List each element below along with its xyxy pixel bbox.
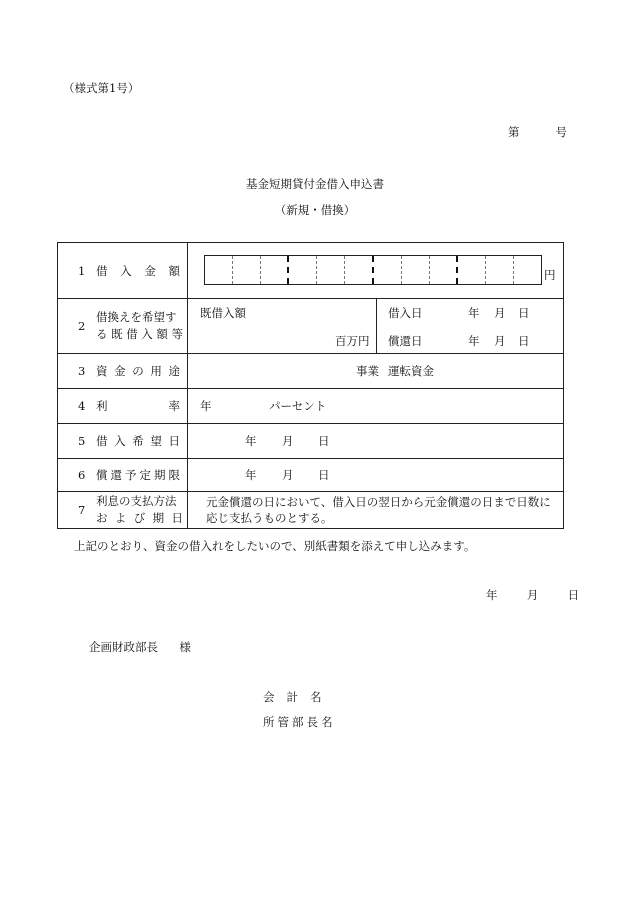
label-line-1: 借換えを希望す	[96, 309, 177, 324]
label-char: 既	[111, 326, 123, 341]
deadline-day: 日	[318, 468, 330, 482]
label-line-2	[96, 326, 183, 343]
row-label-cell	[58, 423, 188, 458]
label-char: 借	[96, 433, 108, 448]
row-interest-payment	[58, 491, 563, 529]
repay-date-year: 年	[468, 334, 480, 348]
repay-date-day: 日	[518, 334, 530, 348]
label-char: 金	[114, 363, 126, 378]
label-char: 額	[168, 263, 180, 278]
label-char: 資	[96, 363, 108, 378]
digit-box[interactable]	[514, 256, 541, 284]
digit-box[interactable]	[402, 256, 430, 284]
row-number: 1	[78, 263, 86, 278]
digit-box[interactable]	[205, 256, 233, 284]
payment-text-line-2: 応じ支払うものとする。	[206, 511, 333, 525]
digit-box[interactable]	[430, 256, 459, 284]
digit-box[interactable]	[486, 256, 514, 284]
row-repay-deadline	[58, 458, 563, 492]
borrow-date-year: 年	[468, 306, 480, 320]
label-char: 金	[144, 263, 156, 278]
application-table	[57, 242, 564, 529]
label-char: 償	[96, 467, 108, 482]
borrow-date-day: 日	[518, 306, 530, 320]
row-desired-date	[58, 423, 563, 459]
desired-month: 月	[282, 434, 294, 448]
signature-dept-head: 所管部長名	[263, 715, 336, 729]
row-label-cell	[58, 353, 188, 388]
borrow-date-month: 月	[494, 306, 506, 320]
row-number: 5	[78, 433, 86, 448]
label-char: 率	[168, 398, 180, 413]
deadline-month: 月	[282, 468, 294, 482]
row-label-refinance	[96, 309, 183, 343]
row-fund-usage	[58, 353, 563, 389]
label-char: 予	[125, 467, 137, 482]
label-char: の	[132, 363, 144, 378]
row-label-cell	[58, 298, 188, 353]
date-year: 年	[486, 588, 498, 602]
digit-box[interactable]	[317, 256, 345, 284]
label-char: 定	[139, 467, 151, 482]
amount-digit-boxes[interactable]	[204, 255, 542, 285]
interest-payment-text	[206, 494, 551, 526]
row-label-cell	[58, 491, 188, 529]
borrow-date-label: 借入日	[388, 306, 423, 320]
date-day: 日	[567, 588, 580, 602]
row-label-desired-date	[96, 433, 180, 449]
label-char: 途	[168, 363, 180, 378]
digit-box[interactable]	[458, 256, 486, 284]
date-line	[486, 587, 579, 603]
form-number: （様式第1号）	[63, 81, 140, 95]
row-label-repay-deadline	[96, 467, 180, 483]
label-char: 希	[132, 433, 144, 448]
desired-day: 日	[318, 434, 330, 448]
label-char: 日	[171, 511, 183, 525]
label-char: 利	[96, 398, 108, 413]
doc-number-label-go: 号	[555, 125, 567, 139]
label-char: 期	[154, 467, 166, 482]
row-number: 4	[78, 398, 86, 413]
row-label-cell	[58, 388, 188, 423]
digit-box[interactable]	[261, 256, 290, 284]
deadline-year: 年	[245, 468, 257, 482]
label-line-2	[96, 510, 183, 527]
row-interest-rate	[58, 388, 563, 424]
label-line-1: 利息の支払方法	[96, 494, 177, 508]
label-char: 還	[110, 467, 122, 482]
repay-date-label: 償還日	[388, 334, 423, 348]
signature-accountant: 会計名	[263, 690, 334, 704]
usage-working-capital: 運転資金	[388, 364, 434, 378]
row-label-cell	[58, 458, 188, 491]
page-title: 基金短期貸付金借入申込書	[246, 177, 384, 191]
document-number	[508, 124, 567, 140]
rate-percent: パーセント	[269, 399, 327, 413]
label-char: び	[133, 511, 146, 525]
label-char: 借	[126, 326, 138, 341]
row-number: 2	[78, 318, 86, 333]
digit-box[interactable]	[374, 256, 402, 284]
row-label-interest-rate	[96, 398, 180, 414]
label-char: 期	[152, 511, 165, 525]
desired-year: 年	[245, 434, 257, 448]
label-char: 等	[171, 326, 183, 341]
addressee-honorific: 様	[179, 640, 191, 654]
row-number: 6	[78, 467, 86, 482]
addressee	[89, 639, 191, 655]
yen-unit: 円	[544, 268, 556, 282]
row-label-loan-amount	[96, 263, 180, 279]
existing-loan-label: 既借入額	[200, 306, 246, 320]
label-char: 入	[120, 263, 132, 278]
digit-box[interactable]	[289, 256, 317, 284]
row-label-fund-usage	[96, 363, 180, 379]
rate-per-year: 年	[200, 399, 212, 413]
digit-box[interactable]	[345, 256, 374, 284]
row-label-cell	[58, 243, 188, 298]
million-yen-unit: 百万円	[335, 334, 370, 348]
row2-divider	[376, 298, 377, 353]
row-refinance-amount	[58, 298, 563, 354]
date-month: 月	[526, 588, 539, 602]
addressee-name: 企画財政部長	[89, 640, 158, 654]
page-subtitle: （新規・借換）	[274, 203, 356, 217]
usage-business: 事業	[356, 364, 379, 378]
repay-date-month: 月	[494, 334, 506, 348]
payment-text-line-1: 元金償還の日において、借入日の翌日から元金償還の日まで日数に	[206, 495, 551, 509]
label-char: る	[96, 326, 108, 341]
label-char: 入	[141, 326, 153, 341]
application-statement: 上記のとおり、資金の借入れをしたいので、別紙書類を添えて申し込みます。	[74, 539, 476, 553]
row-loan-amount	[58, 243, 563, 299]
row-label-interest-payment	[96, 493, 183, 527]
row-number: 3	[78, 363, 86, 378]
row-number: 7	[78, 503, 86, 517]
label-char: よ	[114, 511, 127, 525]
digit-box[interactable]	[233, 256, 261, 284]
label-char: 入	[114, 433, 126, 448]
label-char: 額	[156, 326, 168, 341]
doc-number-label-dai: 第	[508, 125, 520, 139]
label-char: 用	[150, 363, 162, 378]
label-char: お	[96, 511, 108, 525]
label-char: 日	[168, 433, 180, 448]
label-char: 借	[96, 263, 108, 278]
label-char: 限	[168, 467, 180, 482]
label-char: 望	[150, 433, 162, 448]
